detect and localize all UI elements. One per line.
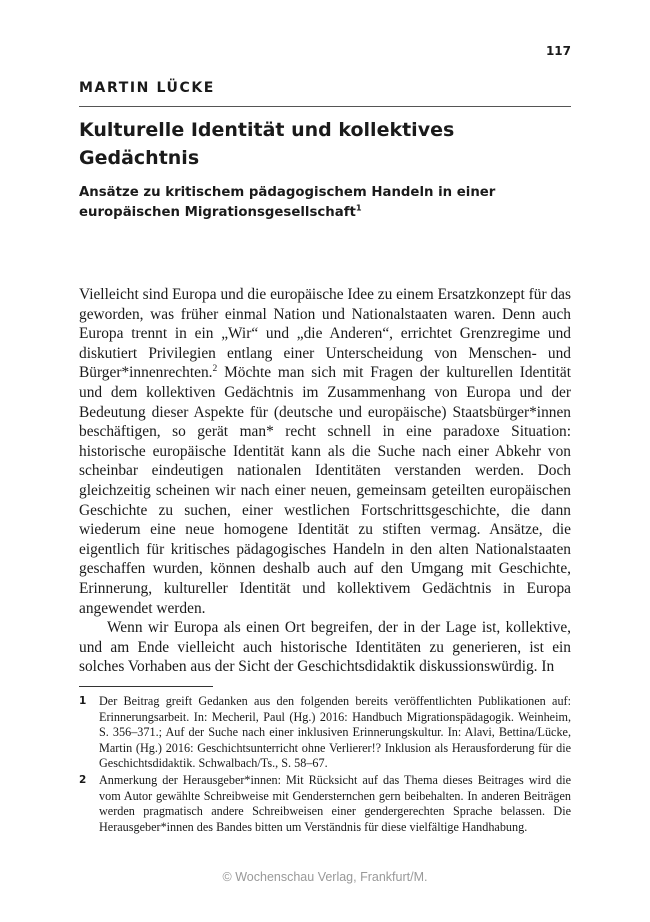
author-name: MARTIN LÜCKE [79,80,215,96]
page-number: 117 [545,44,571,58]
footnote-ref-1[interactable]: 1 [355,202,362,213]
paragraph-1 [79,285,571,618]
footnote-text: Der Beitrag greift Gedanken aus den folgenden bereits veröffentlichten Publikationen auf: Erinnerungsarbeit. In: Mecheril, Paul (Hg.) 2016: Handbuch Migrationspädagogik. Weinheim, S. 356–371.; Auf der Suche nach einer inklusiven Erinnerungskultur. In: Alavi, Bettina/Lücke, Martin (Hg.) 2016: Geschichtsunterricht ohne Verlierer!? Inklusion als Herausforderung für die Geschichtsdidaktik. Schwalbach/Ts., S. 58–67. [99,694,571,771]
article-title: Kulturelle Identität und kollektives Gedächtnis [79,119,455,169]
article-subtitle [79,183,579,222]
footnote-number: 2 [79,773,87,786]
footnote-ref-2[interactable]: 2 [212,363,218,375]
paragraph-2: Wenn wir Europa als einen Ort begreifen, der in der Lage ist, kollektive, und am Ende vielleicht auch historische Identitäten zu generieren, ist ein solches Vorhaben aus der Sicht der Geschichtsdidaktik diskussionswürdig. In [79,619,571,676]
footnote-number: 1 [79,695,87,707]
author-divider [79,106,571,107]
paragraph-1-part-a: Vielleicht sind Europa und die europäische Idee zu einem Ersatzkonzept für das geworden, was früher einmal Nation und Nationalstaaten waren. Denn auch Europa trennt in ein „Wir“ und „die Anderen“, errichtet Grenzregime und diskutiert Privilegien entlang einer Unterscheidung von Menschen- und Bürger*innenrechten. [79,286,571,382]
footnote-text: Anmerkung der Herausgeber*innen: Mit Rücksicht auf das Thema dieses Beitrages wird die vom Autor gewählte Schreibweise mit Gendersternchen gern beibehalten. In anderen Beiträgen werden pragmatisch andere Schreibweisen einer gendergerechten Sprache belassen. Die Herausgeber*innen des Bandes bitten um Verständnis für diese vielfältige Handhabung. [99,772,571,834]
article-body [79,285,571,677]
footnote-1 [79,694,571,772]
paragraph-1-part-b: Möchte man sich mit Fragen der kulturellen Identität und dem kollektiven Gedächtnis im Zusammenhang von Europa und der Bedeutung dieser Aspekte für (deutsche und europäische) Staatsbürger*innen beschäftigen, so gerät man* recht schnell in eine paradoxe Situation: historische europäische Identität kann als die Suche nach einer Abkehr von scheinbar eindeutigen nationalen Identitäten verstanden werden. Doch gleichzeitig scheinen wir nach einer neuen, gemeinsam geteilten europäischen Geschichte zu suchen, einer westlichen Fortschrittsgeschichte, die dann wiederum eine neue homogene Identität zu stiften vermag. Ansätze, die eigentlich für kritisches pädagogisches Handeln in den alten Nationalstaaten geschaffen wurden, können deshalb auch auf den Umgang mit Geschichte, Erinnerung, kultureller Identität und kollektivem Gedächtnis in Europa angewendet werden. [79,364,571,617]
footnote-divider [79,686,213,687]
footnote-2 [79,773,571,835]
copyright-notice: © Wochenschau Verlag, Frankfurt/M. [222,870,428,884]
subtitle-text: Ansätze zu kritischem pädagogischem Handeln in einer europäischen Migrationsgesellschaft [79,185,496,220]
footnotes [79,694,571,836]
